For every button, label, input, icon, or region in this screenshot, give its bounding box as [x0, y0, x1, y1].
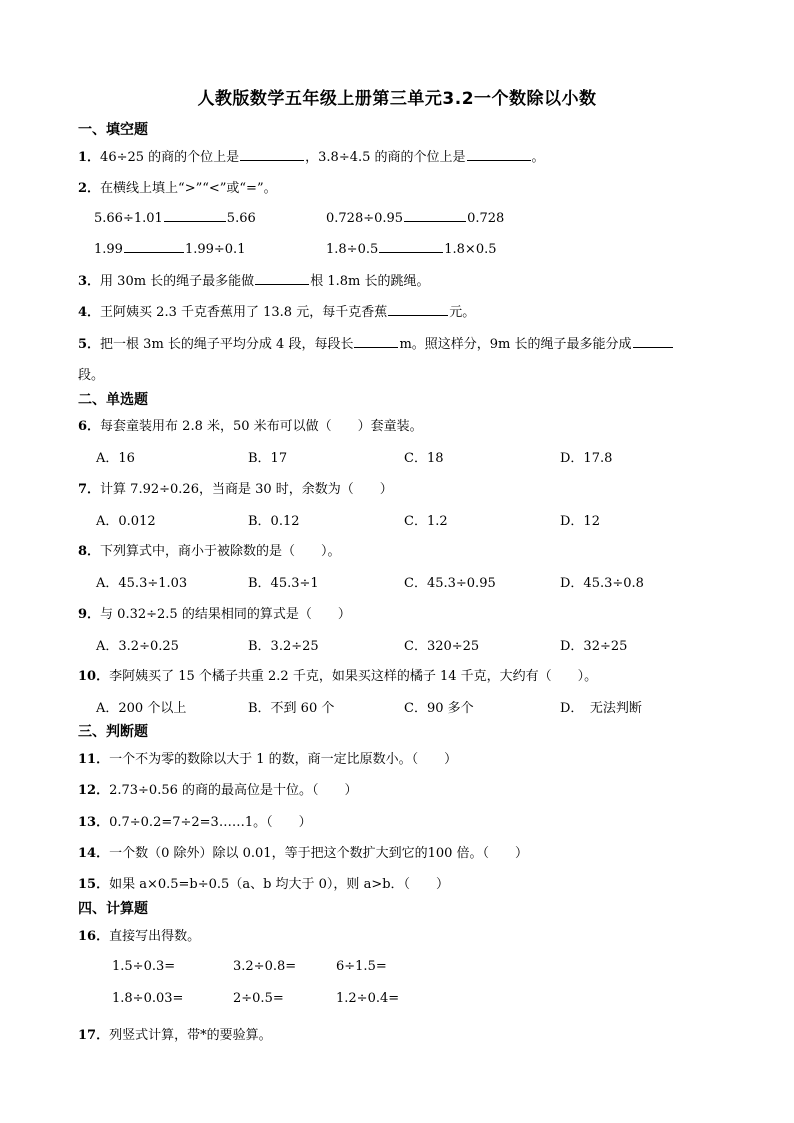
- option-d[interactable]: D． 无法判断: [560, 701, 642, 716]
- question-text: m。照这样分，9m 长的绳子最多能分成: [399, 337, 632, 352]
- option-a[interactable]: A．45.3÷1.03: [96, 576, 188, 591]
- option-c[interactable]: C．90 多个: [404, 701, 474, 716]
- question-text: 46÷25 的商的个位上是: [100, 150, 240, 165]
- answer-blank[interactable]: [379, 239, 443, 253]
- option-a[interactable]: A．200 个以上: [96, 701, 187, 716]
- question-11: [78, 748, 457, 767]
- question-text: 用 30m 长的绳子最多能做: [100, 274, 255, 289]
- option-d[interactable]: D．17.8: [560, 451, 613, 466]
- question-2: [78, 177, 277, 196]
- section-heading-true-false: 三、判断题: [78, 724, 148, 740]
- question-16: [78, 925, 200, 944]
- question-15: [78, 873, 449, 892]
- compare-item: [326, 239, 497, 257]
- question-number: 15．: [78, 877, 110, 892]
- option-a[interactable]: A．0.012: [96, 514, 156, 529]
- question-number: 9．: [78, 607, 101, 622]
- compare-right: 5.66: [226, 211, 256, 226]
- question-number: 11．: [78, 752, 110, 767]
- option-a[interactable]: A．3.2÷0.25: [96, 639, 179, 654]
- question-text: 把一根 3m 长的绳子平均分成 4 段，每段长: [100, 337, 354, 352]
- question-text: 元。: [449, 305, 476, 320]
- question-number: 8．: [78, 544, 101, 559]
- question-number: 1．: [78, 150, 101, 165]
- question-text: 一个不为零的数除以大于 1 的数，商一定比原数小。（ ）: [109, 752, 458, 767]
- compare-left: 1.99: [94, 242, 123, 257]
- answer-blank[interactable]: [255, 271, 309, 285]
- question-1: [78, 146, 545, 165]
- question-text: 如果 a×0.5=b÷0.5（a、b 均大于 0），则 a>b．（ ）: [109, 877, 450, 892]
- question-number: 4．: [78, 305, 101, 320]
- question-text: 列竖式计算，带*的要验算。: [109, 1028, 272, 1043]
- question-number: 17．: [78, 1028, 110, 1043]
- option-b[interactable]: B．17: [248, 451, 288, 466]
- compare-item: [94, 208, 256, 226]
- question-text: ，3.8÷4.5 的商的个位上是: [305, 150, 466, 165]
- answer-blank[interactable]: [240, 147, 304, 161]
- option-d[interactable]: D．45.3÷0.8: [560, 576, 644, 591]
- question-8: [78, 540, 341, 559]
- question-5-continued: [78, 364, 104, 383]
- answer-blank[interactable]: [354, 334, 398, 348]
- answer-blank[interactable]: [467, 147, 531, 161]
- question-7: [78, 478, 393, 497]
- option-c[interactable]: C．45.3÷0.95: [404, 576, 496, 591]
- compare-right: 1.99÷0.1: [184, 242, 246, 257]
- calc-item: 3.2÷0.8=: [233, 959, 297, 974]
- calc-item: 1.2÷0.4=: [336, 991, 400, 1006]
- question-14: [78, 842, 528, 861]
- question-9: [78, 603, 351, 622]
- compare-item: [326, 208, 504, 226]
- question-13: [78, 811, 312, 830]
- question-text: 根 1.8m 长的跳绳。: [310, 274, 430, 289]
- compare-item: [94, 239, 245, 257]
- answer-blank[interactable]: [124, 239, 184, 253]
- calc-item: 1.5÷0.3=: [112, 959, 176, 974]
- question-text: 计算 7.92÷0.26，当商是 30 时，余数为（ ）: [100, 482, 393, 497]
- question-3: [78, 270, 429, 289]
- question-text: 2.73÷0.56 的商的最高位是十位。（ ）: [109, 783, 358, 798]
- answer-blank[interactable]: [164, 208, 226, 222]
- question-text: 一个数（0 除外）除以 0.01，等于把这个数扩大到它的100 倍。（ ）: [109, 846, 529, 861]
- section-heading-fill-blank: 一、填空题: [78, 122, 148, 138]
- question-number: 10．: [78, 669, 110, 684]
- question-number: 5．: [78, 337, 101, 352]
- option-d[interactable]: D．32÷25: [560, 639, 628, 654]
- question-number: 7．: [78, 482, 101, 497]
- question-text: 段。: [78, 368, 105, 383]
- question-text: 与 0.32÷2.5 的结果相同的算式是（ ）: [100, 607, 351, 622]
- option-c[interactable]: C．18: [404, 451, 444, 466]
- question-number: 16．: [78, 929, 110, 944]
- question-number: 6．: [78, 419, 101, 434]
- option-d[interactable]: D．12: [560, 514, 600, 529]
- question-10: [78, 665, 597, 684]
- page-title: 人教版数学五年级上册第三单元3.2一个数除以小数: [197, 89, 597, 109]
- option-c[interactable]: C．1.2: [404, 514, 448, 529]
- question-text: 在横线上填上“>”“<”或“=”。: [100, 181, 277, 196]
- calc-item: 1.8÷0.03=: [112, 991, 184, 1006]
- question-text: 0.7÷0.2=7÷2=3……1。（ ）: [109, 815, 312, 830]
- question-5: [78, 333, 674, 352]
- compare-left: 5.66÷1.01: [94, 211, 163, 226]
- compare-left: 1.8÷0.5: [326, 242, 379, 257]
- question-17: [78, 1024, 272, 1043]
- question-number: 2．: [78, 181, 101, 196]
- compare-right: 1.8×0.5: [444, 242, 497, 257]
- question-text: 下列算式中，商小于被除数的是（ ）。: [100, 544, 341, 559]
- compare-right: 0.728: [467, 211, 505, 226]
- question-text: 。: [531, 150, 545, 165]
- section-heading-calculation: 四、计算题: [78, 901, 148, 917]
- option-b[interactable]: B．0.12: [248, 514, 300, 529]
- section-heading-single-choice: 二、单选题: [78, 392, 148, 408]
- question-number: 12．: [78, 783, 110, 798]
- calc-item: 6÷1.5=: [336, 959, 387, 974]
- option-c[interactable]: C．320÷25: [404, 639, 480, 654]
- question-text: 直接写出得数。: [109, 929, 201, 944]
- question-12: [78, 779, 358, 798]
- question-text: 每套童装用布 2.8 米，50 米布可以做（ ）套童装。: [100, 419, 423, 434]
- question-number: 3．: [78, 274, 101, 289]
- question-number: 14．: [78, 846, 110, 861]
- answer-blank[interactable]: [633, 334, 673, 348]
- compare-left: 0.728÷0.95: [326, 211, 404, 226]
- question-4: [78, 301, 475, 320]
- option-b[interactable]: B．3.2÷25: [248, 639, 319, 654]
- question-text: 王阿姨买 2.3 千克香蕉用了 13.8 元，每千克香蕉: [100, 305, 388, 320]
- answer-blank[interactable]: [404, 208, 466, 222]
- calc-item: 2÷0.5=: [233, 991, 284, 1006]
- question-text: 李阿姨买了 15 个橘子共重 2.2 千克，如果买这样的橘子 14 千克，大约有（ ）。: [109, 669, 598, 684]
- answer-blank[interactable]: [388, 302, 448, 316]
- question-number: 13．: [78, 815, 110, 830]
- question-6: [78, 415, 423, 434]
- option-b[interactable]: B．不到 60 个: [248, 701, 335, 716]
- option-b[interactable]: B．45.3÷1: [248, 576, 319, 591]
- option-a[interactable]: A．16: [96, 451, 135, 466]
